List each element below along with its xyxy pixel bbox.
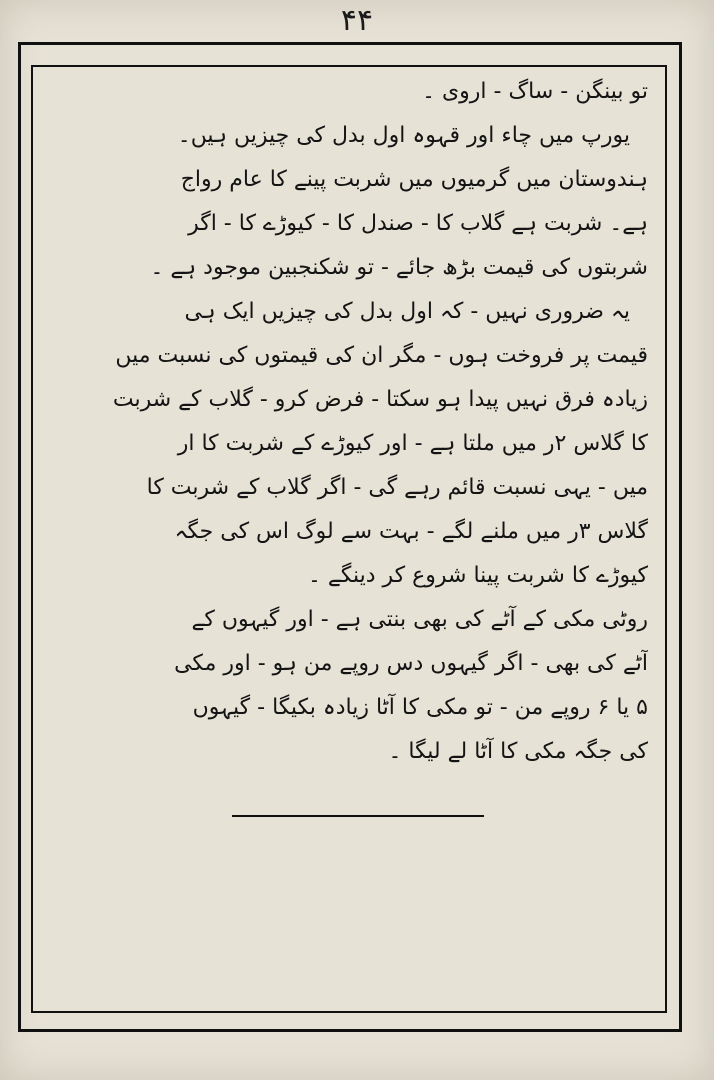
text-line: کیوڑے کا شربت پینا شروع کر دینگے ۔ — [308, 563, 648, 588]
text-line: گلاس ۳ر میں ملنے لگے - بہت سے لوگ اس کی جگہ — [174, 519, 648, 544]
text-line: زیادہ فرق نہیں پیدا ہو سکتا - فرض کرو - گلاب کے شربت — [112, 387, 648, 412]
text-line: یورپ میں چاء اور قہوہ اول بدل کی چیزیں ہیں۔ — [177, 123, 630, 148]
text-line: قیمت پر فروخت ہوں - مگر ان کی قیمتوں کی نسبت میں — [115, 343, 648, 368]
text-line: شربتوں کی قیمت بڑھ جائے - تو شکنجبین موجود ہے ۔ — [150, 255, 648, 280]
text-line: میں - یہی نسبت قائم رہے گی - اگر گلاب کے شربت کا — [146, 475, 648, 500]
page-number: ۴۴ — [340, 3, 374, 38]
body-text — [56, 70, 648, 774]
text-line: روٹی مکی کے آٹے کی بھی بنتی ہے - اور گیہوں کے — [191, 607, 648, 632]
text-line: کی جگہ مکی کا آٹا لے لیگا ۔ — [388, 739, 648, 764]
text-line: آٹے کی بھی - اگر گیہوں دس روپے من ہو - اور مکی — [174, 651, 648, 676]
text-line: کا گلاس ۲ر میں ملتا ہے - اور کیوڑے کے شربت کا ار — [177, 431, 648, 456]
text-line: یہ ضروری نہیں - کہ اول بدل کی چیزیں ایک ہی — [184, 299, 630, 324]
text-line: ہے۔ شربت ہے گلاب کا - صندل کا - کیوڑے کا - اگر — [188, 211, 648, 236]
text-line: ہندوستان میں گرمیوں میں شربت پینے کا عام رواج — [180, 167, 648, 192]
section-divider — [232, 815, 484, 817]
text-line: تو بینگن - ساگ - اروی ۔ — [422, 79, 648, 104]
text-line: ۵ یا ۶ روپے من - تو مکی کا آٹا زیادہ بکیگا - گیہوں — [192, 695, 648, 720]
